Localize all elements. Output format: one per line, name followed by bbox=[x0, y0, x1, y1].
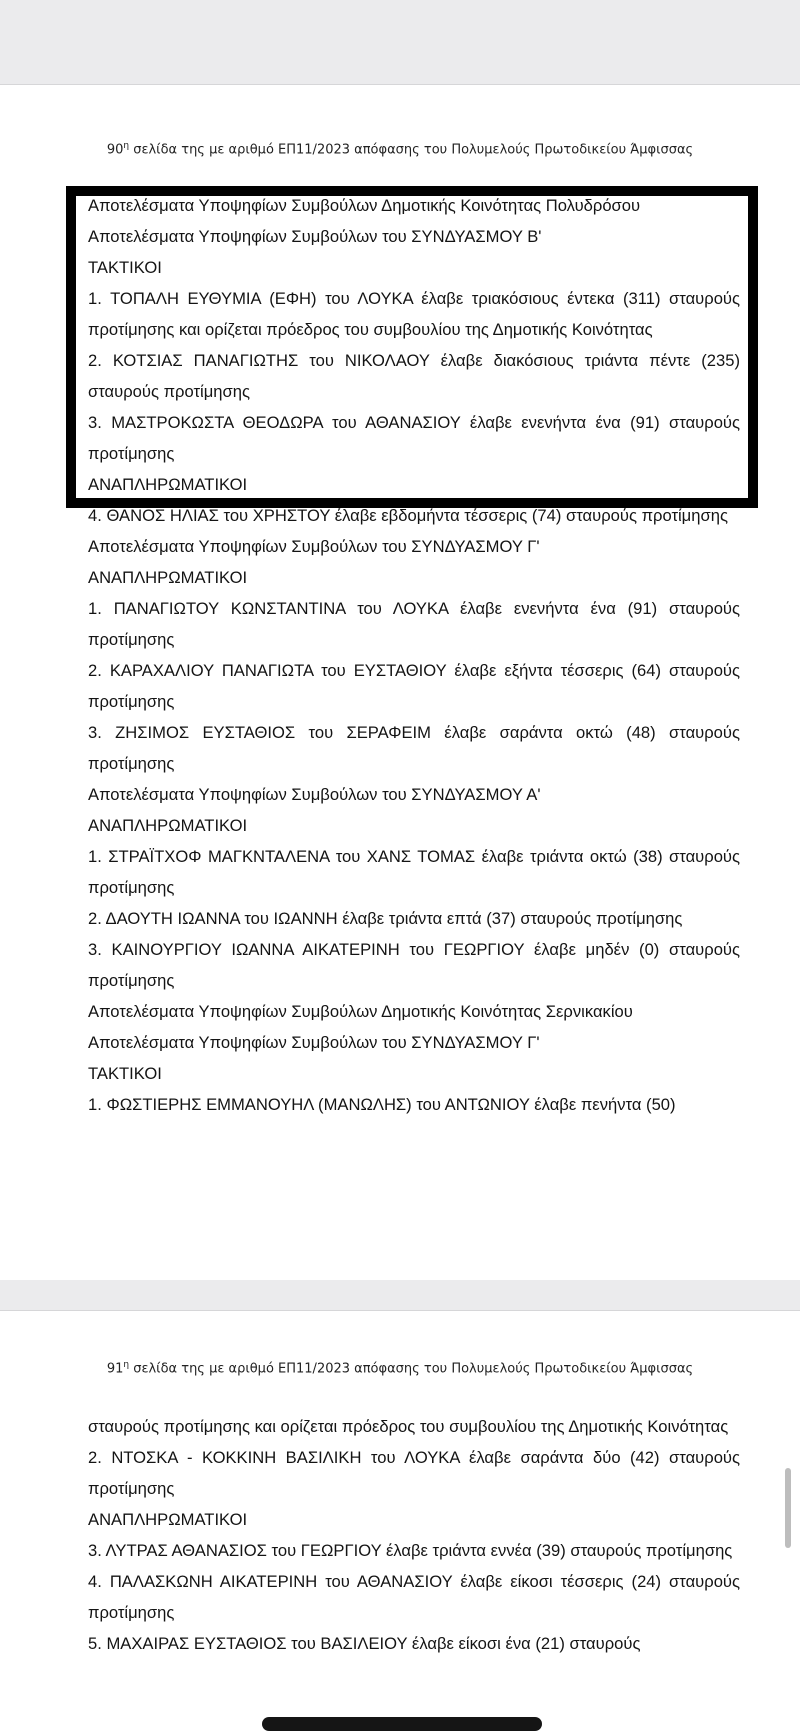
redaction-mark bbox=[262, 1717, 542, 1731]
page-number: 91 bbox=[106, 1361, 124, 1377]
page-header-91 bbox=[0, 1360, 800, 1376]
category-label: ΑΝΑΠΛΗΡΩΜΑΤΙΚΟΙ bbox=[88, 1510, 248, 1529]
page-header-90 bbox=[0, 141, 800, 157]
candidate-entry: 3. ΛΥΤΡΑΣ ΑΘΑΝΑΣΙΟΣ του ΓΕΩΡΓΙΟΥ έλαβε τριάντα εννέα (39) σταυρούς προτίμησης bbox=[88, 1541, 733, 1560]
candidate-entry: 3. ΖΗΣΙΜΟΣ ΕΥΣΤΑΘΙΟΣ του ΣΕΡΑΦΕΙΜ έλαβε σαράντα οκτώ (48) σταυρούς προτίμησης bbox=[88, 723, 740, 773]
page-number-suffix: η bbox=[123, 1360, 130, 1370]
section-heading: Αποτελέσματα Υποψηφίων Συμβούλων Δημοτικής Κοινότητας Πολυδρόσου bbox=[88, 196, 641, 215]
candidate-entry: 2. ΚΑΡΑΧΑΛΙΟΥ ΠΑΝΑΓΙΩΤΑ του ΕΥΣΤΑΘΙΟΥ έλαβε εξήντα τέσσερις (64) σταυρούς προτίμησης bbox=[88, 661, 740, 711]
candidate-entry: 4. ΠΑΛΑΣΚΩΝΗ ΑΙΚΑΤΕΡΙΝΗ του ΑΘΑΝΑΣΙΟΥ έλαβε είκοσι τέσσερις (24) σταυρούς προτίμησης bbox=[88, 1572, 740, 1622]
page-header-text: σελίδα της με αριθμό ΕΠ11/2023 απόφασης του Πολυμελούς Πρωτοδικείου Άμφισσας bbox=[129, 142, 694, 158]
candidate-entry: 3. ΜΑΣΤΡΟΚΩΣΤΑ ΘΕΟΔΩΡΑ του ΑΘΑΝΑΣΙΟΥ έλαβε ενενήντα ένα (91) σταυρούς προτίμησης bbox=[88, 413, 740, 463]
candidate-entry: 3. ΚΑΙΝΟΥΡΓΙΟΥ ΙΩΑΝΝΑ ΑΙΚΑΤΕΡΙΝΗ του ΓΕΩΡΓΙΟΥ έλαβε μηδέν (0) σταυρούς προτίμησης bbox=[88, 940, 740, 990]
candidate-entry-continued: σταυρούς προτίμησης και ορίζεται πρόεδρος του συμβουλίου της Δημοτικής Κοινότητας bbox=[88, 1417, 729, 1436]
candidate-entry: 2. ΝΤΟΣΚΑ - ΚΟΚΚΙΝΗ ΒΑΣΙΛΙΚΗ του ΛΟΥΚΑ έλαβε σαράντα δύο (42) σταυρούς προτίμησης bbox=[88, 1448, 740, 1498]
page-number-suffix: η bbox=[123, 141, 130, 151]
category-label: ΤΑΚΤΙΚΟΙ bbox=[88, 258, 162, 277]
candidate-entry: 5. ΜΑΧΑΙΡΑΣ ΕΥΣΤΑΘΙΟΣ του ΒΑΣΙΛΕΙΟΥ έλαβε είκοσι ένα (21) σταυρούς bbox=[88, 1634, 641, 1653]
list-heading: Αποτελέσματα Υποψηφίων Συμβούλων του ΣΥΝΔΥΑΣΜΟΥ Β' bbox=[88, 227, 542, 246]
section-heading: Αποτελέσματα Υποψηφίων Συμβούλων Δημοτικής Κοινότητας Σερνικακίου bbox=[88, 1002, 633, 1021]
candidate-entry: 2. ΔΑΟΥΤΗ ΙΩΑΝΝΑ του ΙΩΑΝΝΗ έλαβε τριάντα επτά (37) σταυρούς προτίμησης bbox=[88, 909, 683, 928]
scrollbar-thumb[interactable] bbox=[785, 1468, 791, 1548]
page-91-body bbox=[88, 1411, 740, 1659]
page-header-text: σελίδα της με αριθμό ΕΠ11/2023 απόφασης του Πολυμελούς Πρωτοδικείου Άμφισσας bbox=[129, 1361, 694, 1377]
candidate-entry: 1. ΦΩΣΤΙΕΡΗΣ ΕΜΜΑΝΟΥΗΛ (ΜΑΝΩΛΗΣ) του ΑΝΤΩΝΙΟΥ έλαβε πενήντα (50) bbox=[88, 1095, 676, 1114]
candidate-entry: 1. ΤΟΠΑΛΗ ΕΥΘΥΜΙΑ (ΕΦΗ) του ΛΟΥΚΑ έλαβε τριακόσιους έντεκα (311) σταυρούς προτίμησης και ορίζεται πρόεδρος του συμβουλίου της Δημοτικής Κοινότητας bbox=[88, 289, 740, 339]
candidate-entry: 4. ΘΑΝΟΣ ΗΛΙΑΣ του ΧΡΗΣΤΟΥ έλαβε εβδομήντα τέσσερις (74) σταυρούς προτίμησης bbox=[88, 506, 728, 525]
page-number: 90 bbox=[106, 142, 124, 158]
category-label: ΑΝΑΠΛΗΡΩΜΑΤΙΚΟΙ bbox=[88, 816, 248, 835]
list-heading: Αποτελέσματα Υποψηφίων Συμβούλων του ΣΥΝΔΥΑΣΜΟΥ Γ' bbox=[88, 537, 540, 556]
list-heading: Αποτελέσματα Υποψηφίων Συμβούλων του ΣΥΝΔΥΑΣΜΟΥ Γ' bbox=[88, 1033, 540, 1052]
candidate-entry: 1. ΣΤΡΑΪΤΧΟΦ ΜΑΓΚΝΤΑΛΕΝΑ του ΧΑΝΣ ΤΟΜΑΣ έλαβε τριάντα οκτώ (38) σταυρούς προτίμησης bbox=[88, 847, 740, 897]
page-gap-middle bbox=[0, 1280, 800, 1311]
list-heading: Αποτελέσματα Υποψηφίων Συμβούλων του ΣΥΝΔΥΑΣΜΟΥ Α' bbox=[88, 785, 541, 804]
candidate-entry: 2. ΚΟΤΣΙΑΣ ΠΑΝΑΓΙΩΤΗΣ του ΝΙΚΟΛΑΟΥ έλαβε διακόσιους τριάντα πέντε (235) σταυρούς προτίμησης bbox=[88, 351, 740, 401]
category-label: ΑΝΑΠΛΗΡΩΜΑΤΙΚΟΙ bbox=[88, 568, 248, 587]
candidate-entry: 1. ΠΑΝΑΓΙΩΤΟΥ ΚΩΝΣΤΑΝΤΙΝΑ του ΛΟΥΚΑ έλαβε ενενήντα ένα (91) σταυρούς προτίμησης bbox=[88, 599, 740, 649]
category-label: ΑΝΑΠΛΗΡΩΜΑΤΙΚΟΙ bbox=[88, 475, 248, 494]
page-90-body bbox=[88, 190, 740, 1120]
page-gap-top bbox=[0, 0, 800, 85]
category-label: ΤΑΚΤΙΚΟΙ bbox=[88, 1064, 162, 1083]
